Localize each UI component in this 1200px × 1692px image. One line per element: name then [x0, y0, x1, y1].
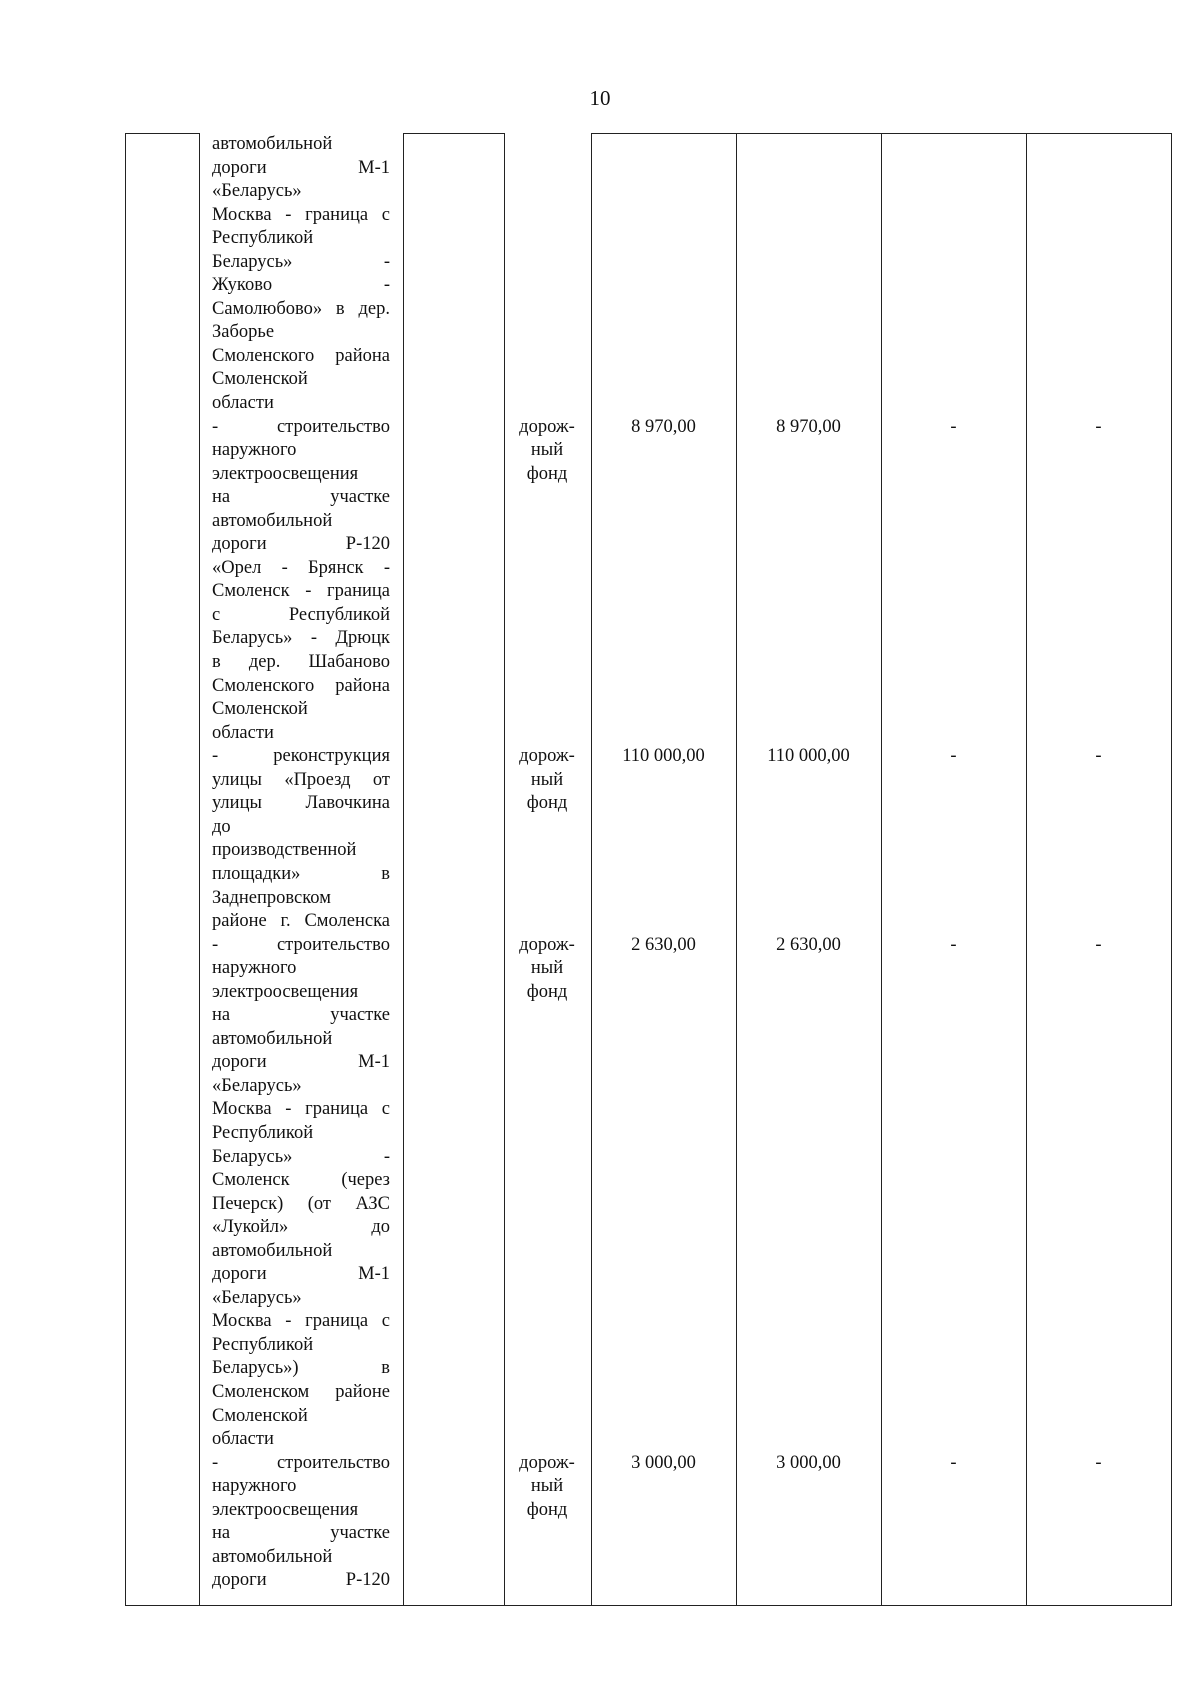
description-line: на участке — [212, 487, 390, 508]
description-line: Республикой — [212, 228, 314, 249]
financing-source-line: фонд — [526, 793, 568, 814]
description-line: дороги Р-120 — [212, 534, 390, 555]
amount-road-fund: 3 000,00 — [776, 1452, 841, 1473]
financing-source-line: ный — [530, 1476, 564, 1497]
description-line: на участке — [212, 1523, 390, 1544]
column-divider — [403, 133, 404, 1605]
description-line: до — [212, 816, 231, 837]
financing-source-line: фонд — [526, 981, 568, 1002]
financing-source-line: дорож- — [519, 1452, 575, 1473]
description-line: Республикой — [212, 1122, 314, 1143]
description-line: «Орел - Брянск - — [212, 557, 390, 578]
description-line: Беларусь» - Дрюцк — [212, 628, 390, 649]
page-number: 10 — [589, 86, 611, 110]
amount-road-fund: 110 000,00 — [767, 746, 850, 767]
description-line: автомобильной — [212, 134, 333, 154]
financing-source-line: фонд — [526, 463, 568, 484]
amount-total: 3 000,00 — [631, 1452, 696, 1473]
financing-source-line: фонд — [526, 1499, 568, 1520]
description-line: Смоленского района — [212, 675, 390, 696]
description-line: Жуково - — [212, 275, 390, 296]
column-divider — [1026, 133, 1027, 1605]
financing-source — [500, 1452, 594, 1523]
description-line: Москва - граница с — [212, 1099, 390, 1120]
description-line: наружного — [212, 958, 297, 979]
description-line: улицы Лавочкина — [212, 793, 390, 814]
description-line: - строительство — [212, 1452, 390, 1473]
description-line: дороги М-1 — [212, 157, 390, 178]
description-line: Смоленской — [212, 1405, 308, 1426]
financing-source-line: дорож- — [519, 934, 575, 955]
column-divider — [591, 133, 592, 1605]
description-line: - строительство — [212, 934, 390, 955]
description-line: Москва - граница с — [212, 204, 390, 225]
financing-source-line: ный — [530, 769, 564, 790]
financing-source-line: ный — [530, 440, 564, 461]
financing-source — [500, 416, 594, 487]
amount-col-b: - — [1095, 416, 1102, 437]
financing-source-line: дорож- — [519, 416, 575, 437]
description-line: районе г. Смоленска — [212, 911, 390, 932]
description-line: Смоленской — [212, 699, 308, 720]
description-line: Смоленск (через — [212, 1170, 390, 1191]
continuation-table — [125, 133, 1172, 1606]
description-line: Печерск) (от АЗС — [212, 1193, 390, 1214]
description-line: Беларусь» - — [212, 1146, 390, 1167]
description-line: Беларусь») в — [212, 1358, 390, 1379]
description-line: Смоленском районе — [212, 1381, 390, 1402]
amount-col-a: - — [950, 1452, 957, 1473]
financing-source-line: дорож- — [519, 746, 575, 767]
amount-road-fund: 2 630,00 — [776, 934, 841, 955]
description-line: площадки» в — [212, 863, 390, 884]
amount-col-b: - — [1095, 1452, 1102, 1473]
description-line: на участке — [212, 1005, 390, 1026]
description-line: улицы «Проезд от — [212, 769, 390, 790]
description-line: «Лукойл» до — [212, 1217, 390, 1238]
financing-source — [500, 745, 594, 816]
description-line: - строительство — [212, 416, 390, 437]
description-line: области — [212, 393, 274, 414]
amount-road-fund: 8 970,00 — [776, 416, 841, 437]
description-line: «Беларусь» — [212, 1075, 302, 1096]
column-divider — [736, 133, 737, 1605]
description-line: автомобильной — [212, 1240, 333, 1261]
description-line: Заднепровском — [212, 887, 331, 908]
amount-total: 2 630,00 — [631, 934, 696, 955]
amount-col-b: - — [1095, 934, 1102, 955]
top-border — [126, 133, 199, 134]
description-line: автомобильной — [212, 510, 333, 531]
top-border — [403, 133, 504, 134]
description-line: Смоленской — [212, 369, 308, 390]
description-line: дороги Р-120 — [212, 1570, 390, 1591]
description-line: Самолюбово» в дер. — [212, 298, 390, 319]
description-line: - реконструкция — [212, 746, 390, 767]
description-line: с Республикой — [212, 604, 390, 625]
amount-col-a: - — [950, 416, 957, 437]
description-line: электроосвещения — [212, 463, 359, 484]
description-line: электроосвещения — [212, 1499, 359, 1520]
amount-col-a: - — [950, 746, 957, 767]
description-line: «Беларусь» — [212, 181, 302, 202]
description-line: Москва - граница с — [212, 1311, 390, 1332]
description-line: автомобильной — [212, 1546, 333, 1567]
description-line: Смоленского района — [212, 345, 390, 366]
description-line: наружного — [212, 1476, 297, 1497]
description-line: Смоленск - граница — [212, 581, 390, 602]
description-line: области — [212, 722, 274, 743]
top-border — [591, 133, 1171, 134]
amount-col-a: - — [950, 934, 957, 955]
amount-col-b: - — [1095, 746, 1102, 767]
description-line: производственной — [212, 840, 357, 861]
description-line: области — [212, 1429, 274, 1450]
object-description-cell — [212, 133, 390, 1593]
description-line: Республикой — [212, 1334, 314, 1355]
description-line: Заборье — [212, 322, 275, 343]
column-divider — [881, 133, 882, 1605]
description-line: Беларусь» - — [212, 251, 390, 272]
column-divider — [199, 133, 200, 1605]
description-line: электроосвещения — [212, 981, 359, 1002]
amount-total: 110 000,00 — [622, 746, 705, 767]
financing-source — [500, 934, 594, 1005]
description-line: дороги М-1 — [212, 1052, 390, 1073]
description-line: дороги М-1 — [212, 1264, 390, 1285]
amount-total: 8 970,00 — [631, 416, 696, 437]
column-divider — [504, 133, 505, 1605]
description-line: наружного — [212, 440, 297, 461]
description-line: в дер. Шабаново — [212, 652, 390, 673]
description-line: «Беларусь» — [212, 1287, 302, 1308]
description-line: автомобильной — [212, 1028, 333, 1049]
financing-source-line: ный — [530, 958, 564, 979]
